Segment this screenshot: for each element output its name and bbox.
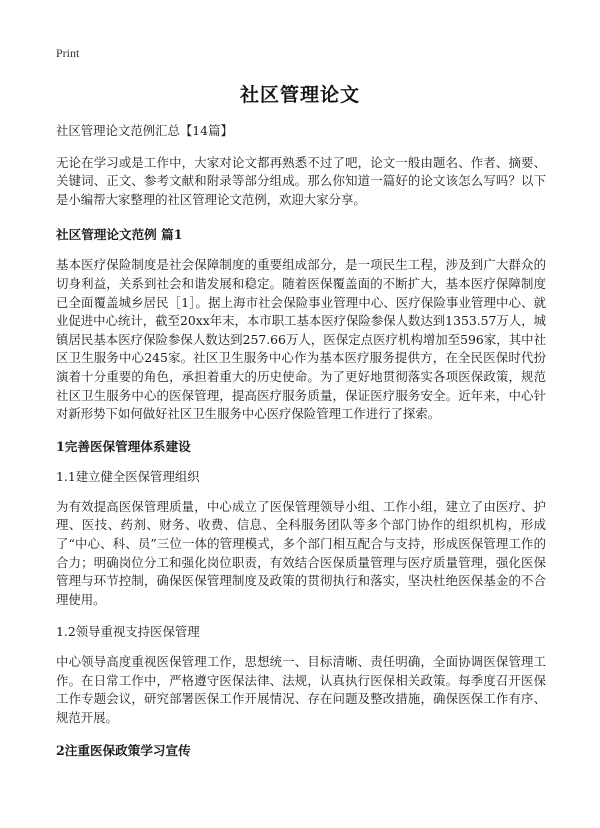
paragraph-2: 为有效提高医保管理质量，中心成立了医保管理领导小组、工作小组，建立了由医疗、护理、医技、药剂、财务、收费、信息、全科服务团队等多个部门协作的组织机构，形成了“中心、科、员”三位一体的管理模式，多个部门相互配合与支持，形成医保管理工作的合力；明确岗位分工和强化岗位职责，有效结合医保质量管理与医疗质量管理，强化医保管理与环节控制，确保医保管理制度及政策的贯彻执行和落实，坚决杜绝医保基金的不合理使用。 xyxy=(56,498,546,607)
section-1-heading: 1完善医保管理体系建设 xyxy=(56,438,191,454)
article-heading: 社区管理论文范例 篇1 xyxy=(56,227,183,243)
print-link[interactable]: Print xyxy=(56,46,80,60)
section-2-heading: 2注重医保政策学习宣传 xyxy=(56,742,191,758)
article-subtitle: 社区管理论文范例汇总【14篇】 xyxy=(56,123,233,138)
paragraph-3: 中心领导高度重视医保管理工作，思想统一、目标清晰、责任明确，全面协调医保管理工作。在日常工作中，严格遵守医保法律、法规，认真执行医保相关政策。每季度召开医保工作专题会议，研究部署医保工作开展情况、存在问题及整改措施，确保医保工作有序、规范开展。 xyxy=(56,654,546,726)
subsection-1-2-heading: 1.2领导重视支持医保管理 xyxy=(56,624,200,640)
subsection-1-1-heading: 1.1建立健全医保管理组织 xyxy=(56,468,200,484)
article-body xyxy=(56,122,546,772)
intro-paragraph: 无论在学习或是工作中，大家对论文都再熟悉不过了吧，论文一般由题名、作者、摘要、关键词、正文、参考文献和附录等部分组成。那么你知道一篇好的论文该怎么写吗？以下是小编帮大家整理的社区管理论文范例，欢迎大家分享。 xyxy=(56,154,546,207)
paragraph-1: 基本医疗保险制度是社会保障制度的重要组成部分，是一项民生工程，涉及到广大群众的切身利益，关系到社会和谐发展和稳定。随着医保覆盖面的不断扩大，基本医疗保障制度已全面覆盖城乡居民［1］。据上海市社会保险事业管理中心、医疗保险事业管理中心、就业促进中心统计，截至20xx年末，本市职工基本医疗保险参保人数达到1353.57万人，城镇居民基本医疗保险参保人数达到257.66万人，医保定点医疗机构增加至596家，其中社区卫生服务中心245家。社区卫生服务中心作为基本医疗服务提供方，在全民医保时代扮演着十分重要的角色，承担着重大的历史使命。为了更好地贯彻落实各项医保政策，规范社区卫生服务中心的医保管理，提高医疗服务质量，保证医疗服务安全。近年来，中心针对新形势下如何做好社区卫生服务中心医疗保险管理工作进行了探索。 xyxy=(56,257,546,422)
page-title: 社区管理论文 xyxy=(239,84,360,106)
